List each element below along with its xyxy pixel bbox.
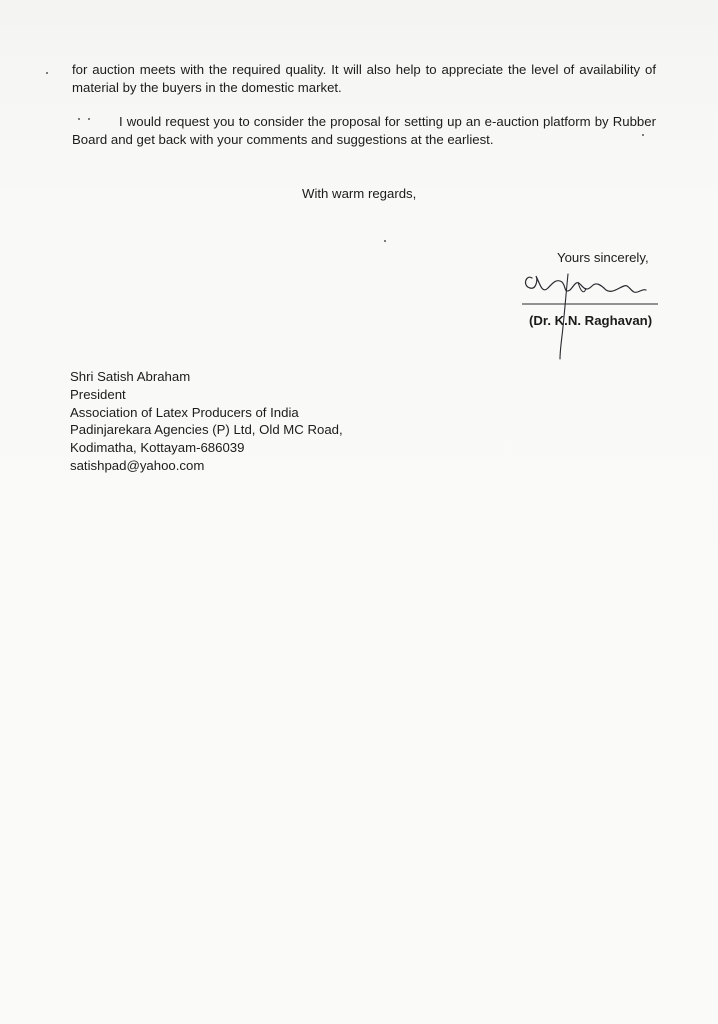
recipient-organization: Association of Latex Producers of India <box>70 404 299 420</box>
recipient-address-line-2: Kodimatha, Kottayam-686039 <box>70 440 245 456</box>
recipient-address-block <box>70 368 343 475</box>
body-paragraph-2: I would request you to consider the proposal for setting up an e-auction platform by Rubber Board and get back with your comments and suggestions at the earliest. <box>72 114 656 147</box>
recipient-title: President <box>70 386 126 402</box>
closing-salutation: With warm regards, <box>302 186 417 201</box>
sign-off: Yours sincerely, <box>557 250 649 265</box>
recipient-name: Shri Satish Abraham <box>70 369 191 384</box>
recipient-address-line-1: Padinjarekara Agencies (P) Ltd, Old MC Road, <box>70 422 343 438</box>
scan-speck <box>642 134 644 136</box>
scan-speck <box>88 118 90 120</box>
recipient-email: satishpad@yahoo.com <box>70 457 205 473</box>
scan-speck <box>46 72 48 74</box>
scan-speck <box>384 240 386 242</box>
signatory-name: (Dr. K.N. Raghavan) <box>529 313 653 328</box>
scan-speck <box>78 118 80 120</box>
body-paragraph-1: for auction meets with the required quality. It will also help to appreciate the level of availability of material by the buyers in the domestic market. <box>72 62 656 95</box>
